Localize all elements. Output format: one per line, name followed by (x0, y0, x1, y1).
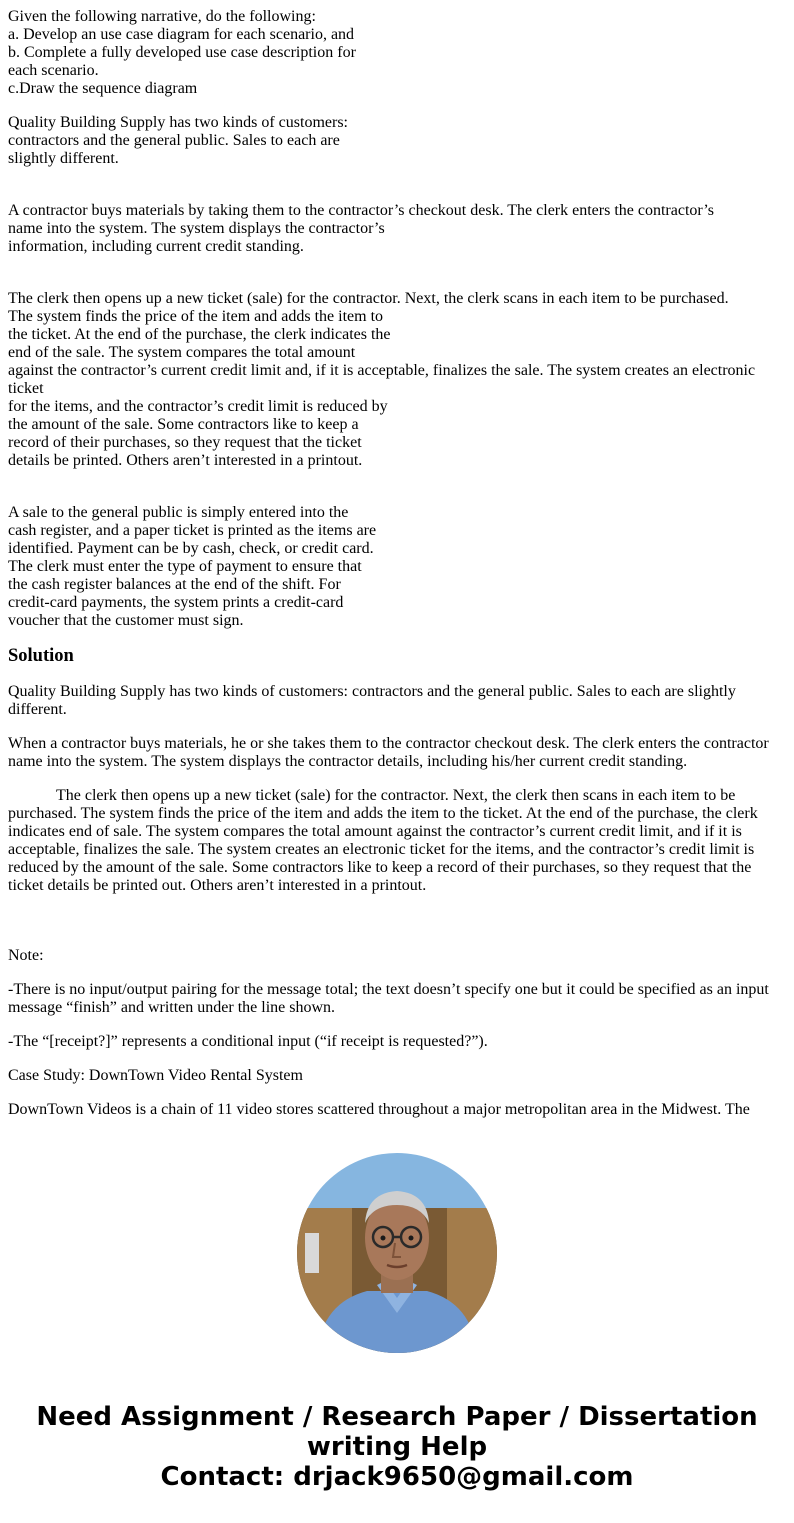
banner-line: writing Help (306, 1432, 488, 1462)
solution-heading: Solution (8, 646, 74, 666)
intro-line: Given the following narrative, do the following: (8, 8, 316, 25)
paragraph-line: slightly different. (8, 150, 119, 167)
paragraph-line: cash register, and a paper ticket is printed as the items are (8, 522, 377, 539)
paragraph-line: the amount of the sale. Some contractors like to keep a (8, 416, 359, 433)
person-photo-icon (297, 1153, 497, 1353)
intro-line: a. Develop an use case diagram for each scenario, and (8, 26, 355, 43)
paragraph-line: Quality Building Supply has two kinds of customers: (8, 114, 348, 131)
note-item: -There is no input/output pairing for the message total; the text doesn’t specify one but it could be specified as an input message “finish” and written under the line shown. (8, 981, 769, 1016)
paragraph-line: record of their purchases, so they request that the ticket (8, 434, 362, 451)
paragraph-line: details be printed. Others aren’t interested in a printout. (8, 452, 363, 469)
paragraph-line: A contractor buys materials by taking them to the contractor’s checkout desk. The clerk enters the contractor’s (8, 202, 714, 219)
note-item: -The “[receipt?]” represents a conditional input (“if receipt is requested?”). (8, 1033, 488, 1050)
note-label: Note: (8, 947, 44, 964)
document-body (8, 8, 778, 1135)
paragraph-line: name into the system. The system displays the contractor’s (8, 220, 385, 237)
paragraph-line: credit-card payments, the system prints a credit-card (8, 594, 344, 611)
question-paragraph-customers (8, 114, 778, 168)
intro-line: c.Draw the sequence diagram (8, 80, 198, 97)
solution-paragraph: When a contractor buys materials, he or she takes them to the contractor checkout desk. The clerk enters the contractor name into the system. The system displays the contractor details, including his/her current credit standing. (8, 735, 769, 770)
solution-paragraph: Quality Building Supply has two kinds of customers: contractors and the general public. Sales to each are slightly different. (8, 683, 736, 718)
paragraph-line: The clerk must enter the type of payment to ensure that (8, 558, 362, 575)
paragraph-line: against the contractor’s current credit limit and, if it is acceptable, finalizes the sale. The system creates an electronic ticket (8, 362, 756, 397)
paragraph-line: the ticket. At the end of the purchase, the clerk indicates the (8, 326, 391, 343)
paragraph-line: for the items, and the contractor’s credit limit is reduced by (8, 398, 388, 415)
contact-banner (0, 1402, 794, 1492)
case-study-text: DownTown Videos is a chain of 11 video stores scattered throughout a major metropolitan area in the Midwest. The (8, 1101, 750, 1118)
paragraph-line: A sale to the general public is simply entered into the (8, 504, 349, 521)
intro-line: b. Complete a fully developed use case description for (8, 44, 356, 61)
paragraph-line: voucher that the customer must sign. (8, 612, 244, 629)
paragraph-line: contractors and the general public. Sales to each are (8, 132, 340, 149)
paragraph-line: end of the sale. The system compares the total amount (8, 344, 356, 361)
paragraph-line: The system finds the price of the item and adds the item to (8, 308, 384, 325)
paragraph-line: identified. Payment can be by cash, check, or credit card. (8, 540, 374, 557)
question-paragraph-ticket (8, 290, 778, 470)
banner-line: Need Assignment / Research Paper / Dissertation (36, 1402, 758, 1432)
paragraph-line: information, including current credit standing. (8, 238, 304, 255)
solution-paragraph: The clerk then opens up a new ticket (sale) for the contractor. Next, the clerk then scans in each item to be purchased. The system finds the price of the item and adds the item to the ticket. At the end of the purchase, the clerk indicates end of sale. The system compares the total amount against the contractor’s current credit limit, and if it is acceptable, finalizes the sale. The system creates an electronic ticket for the items, and the contractor’s credit limit is reduced by the amount of the sale. Some contractors like to keep a record of their purchases, so they request that the ticket details be printed out. Others aren’t interested in a printout. (8, 787, 758, 894)
author-avatar (297, 1153, 497, 1353)
paragraph-line: The clerk then opens up a new ticket (sale) for the contractor. Next, the clerk scans in each item to be purchased. (8, 290, 729, 307)
intro-line: each scenario. (8, 62, 99, 79)
case-study-title: Case Study: DownTown Video Rental System (8, 1067, 303, 1084)
question-intro (8, 8, 778, 98)
question-paragraph-contractor (8, 202, 778, 256)
contact-email: Contact: drjack9650@gmail.com (160, 1462, 634, 1492)
paragraph-line: the cash register balances at the end of the shift. For (8, 576, 341, 593)
question-paragraph-public (8, 504, 778, 630)
